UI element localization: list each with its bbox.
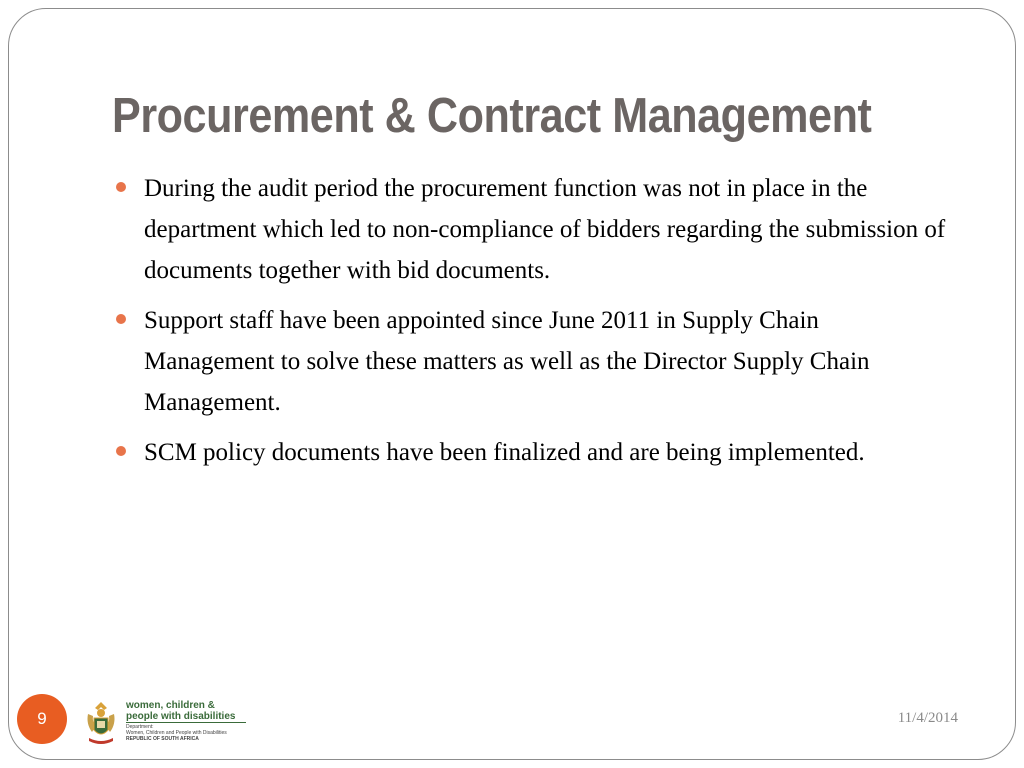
logo-wordmark — [126, 700, 235, 722]
bullet-item — [116, 300, 946, 423]
bullet-item — [116, 168, 946, 291]
logo-subtext — [126, 724, 227, 742]
coat-of-arms-icon — [84, 700, 118, 746]
department-logo — [84, 700, 249, 748]
page-number-badge: 9 — [17, 694, 67, 744]
bullet-dot-icon — [116, 182, 126, 192]
bullet-dot-icon — [116, 446, 126, 456]
logo-line-2: people with disabilities — [126, 711, 236, 722]
logo-divider — [126, 722, 246, 723]
logo-sub-1: Department: — [126, 724, 154, 730]
logo-sub-3: REPUBLIC OF SOUTH AFRICA — [126, 736, 199, 742]
slide-date: 11/4/2014 — [897, 710, 958, 726]
bullet-list — [116, 168, 946, 482]
bullet-text: SCM policy documents have been finalized and are being implemented. — [144, 439, 865, 466]
bullet-item — [116, 432, 946, 473]
bullet-text: During the audit period the procurement function was not in place in the department which led to non-compliance of bidders regarding the submission of documents together with bid documents. — [144, 175, 946, 284]
bullet-text: Support staff have been appointed since June 2011 in Supply Chain Management to solve these matters as well as the Director Supply Chain Management. — [144, 307, 870, 416]
logo-sub-2: Women, Children and People with Disabilities — [126, 730, 227, 736]
logo-line-1: women, children & — [126, 700, 215, 711]
bullet-dot-icon — [116, 314, 126, 324]
slide-title: Procurement & Contract Management — [112, 89, 872, 143]
